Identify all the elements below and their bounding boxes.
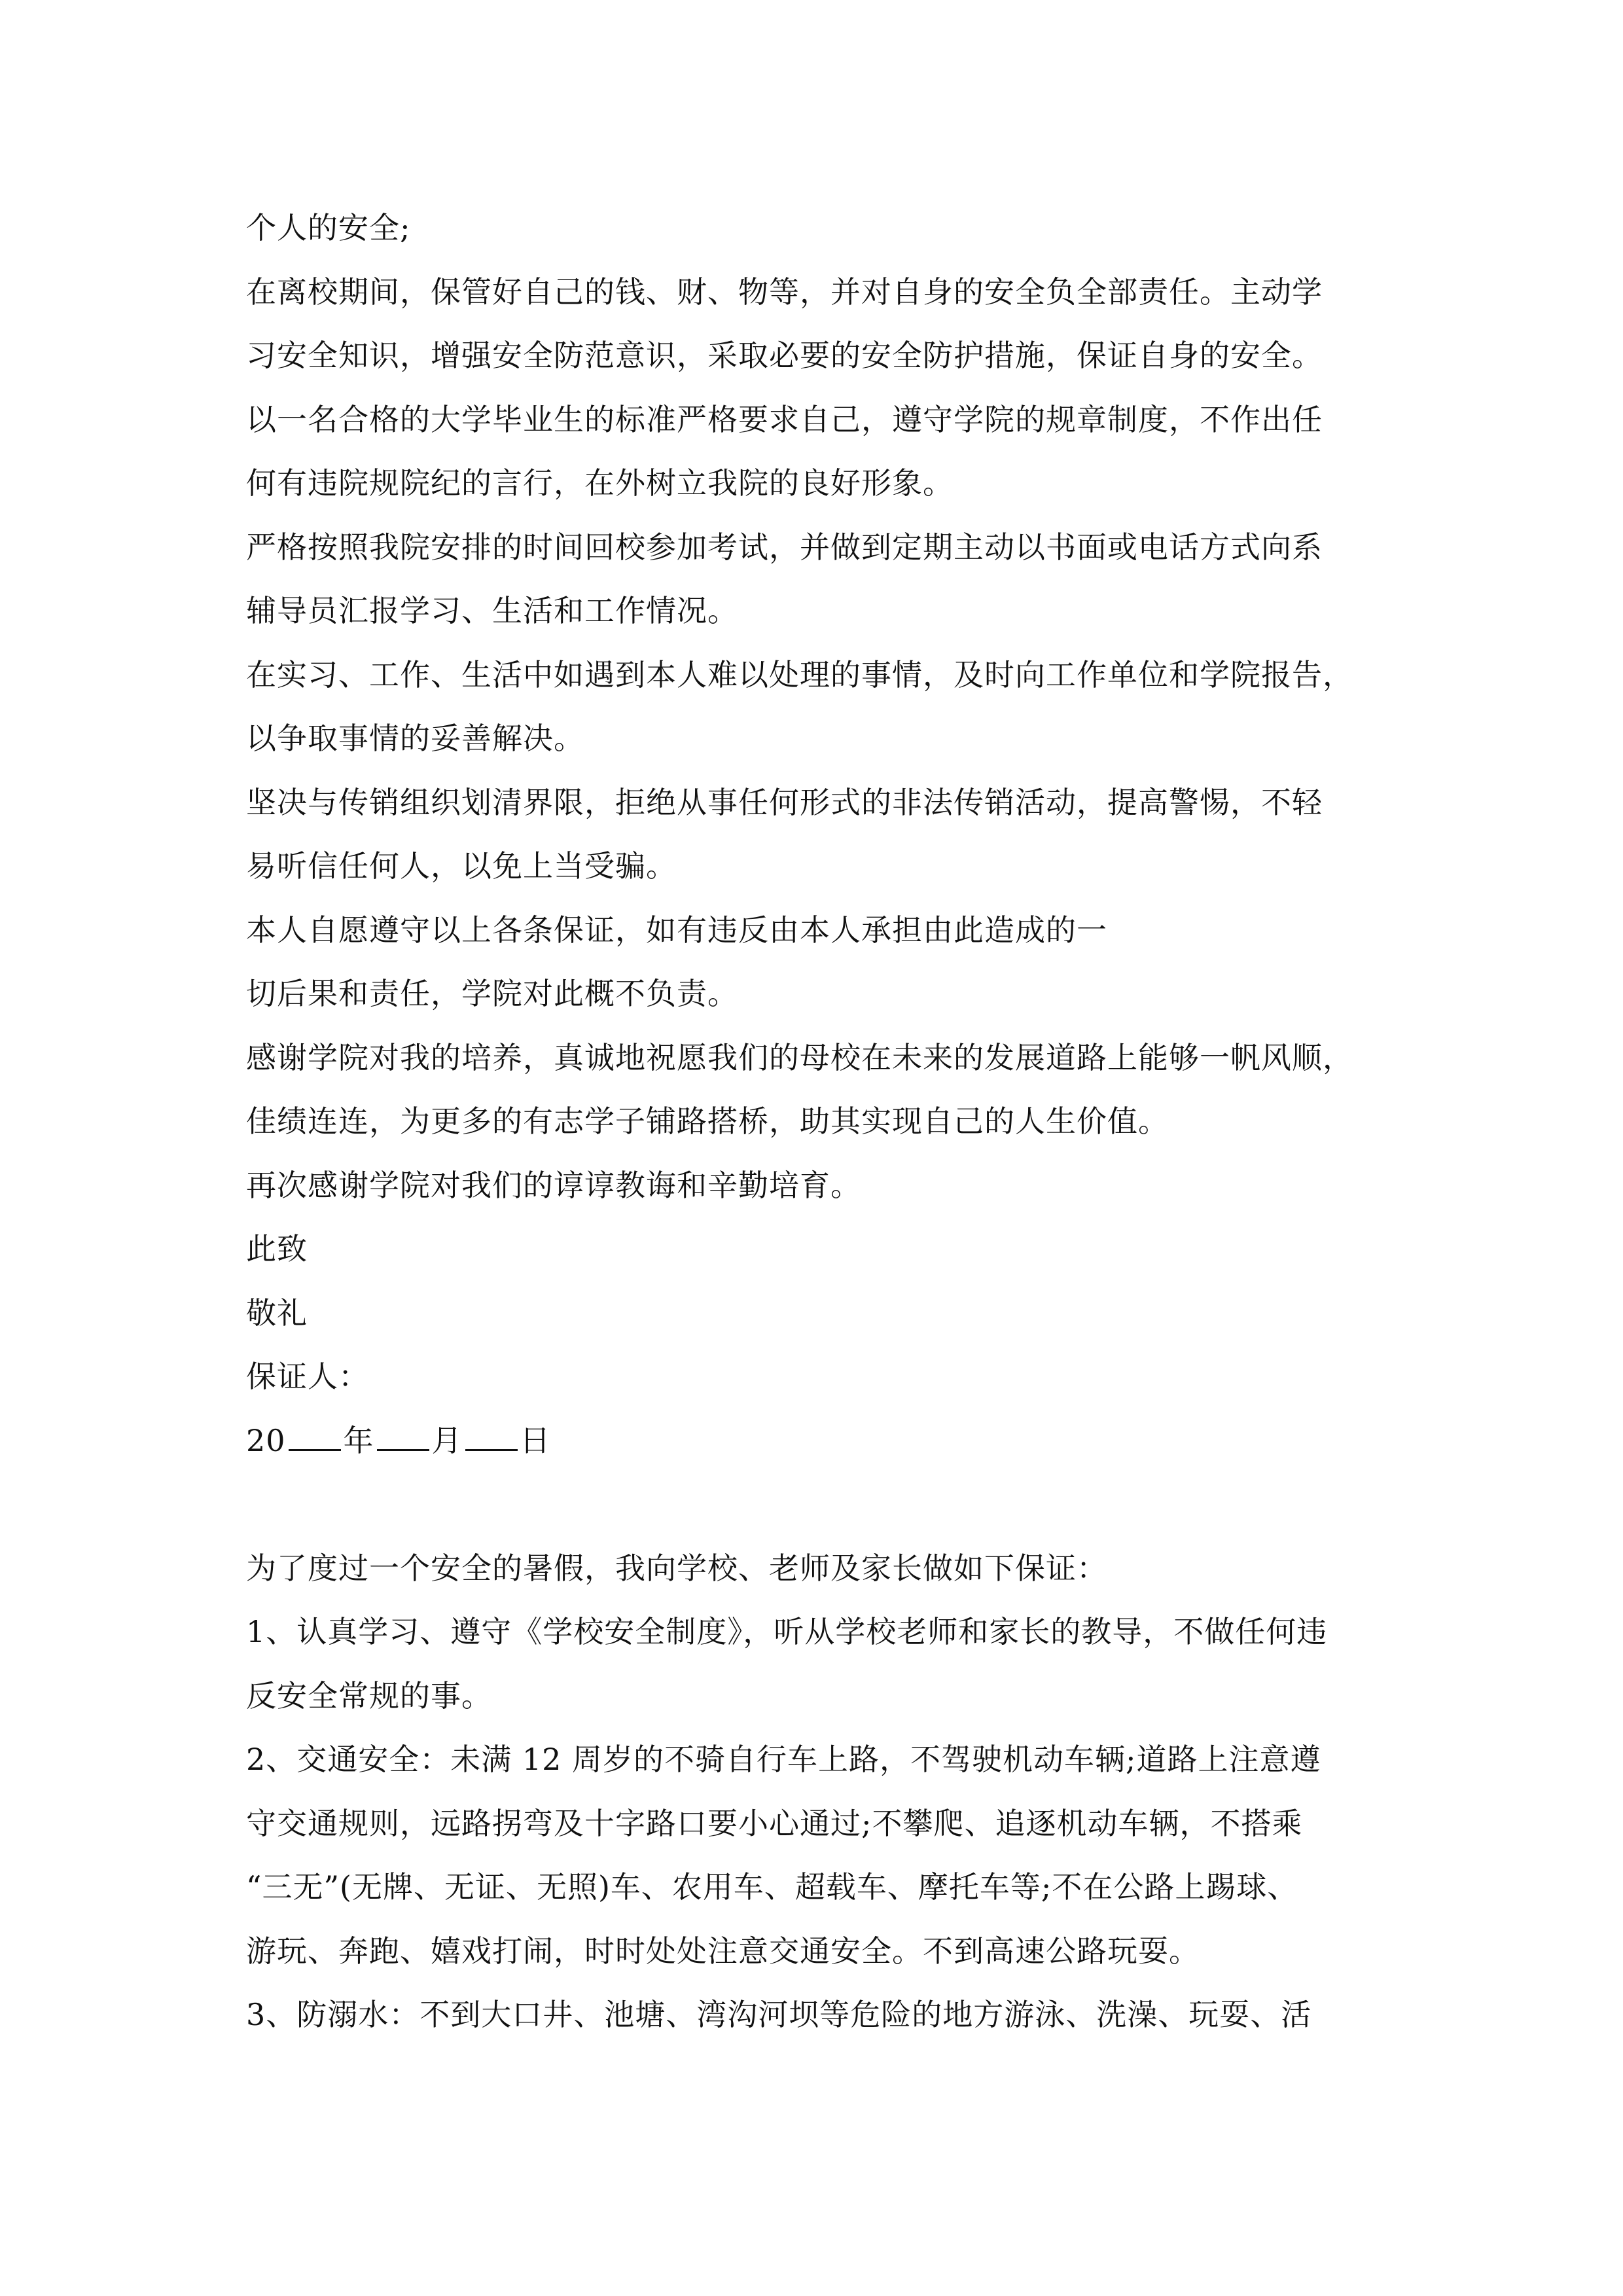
guarantor-label: 保证人： <box>246 1359 369 1394</box>
year-blank <box>289 1423 341 1451</box>
text-line: 何有违院规院纪的言行，在外树立我院的良好形象。 <box>246 465 954 501</box>
text-line: 反安全常规的事。 <box>246 1677 492 1713</box>
section-gap <box>246 1473 1398 1537</box>
text-line: 1、认真学习、遵守《学校安全制度》，听从学校老师和家长的教导，不做任何违 <box>246 1614 1328 1649</box>
text-line: 坚决与传销组织划清界限，拒绝从事任何形式的非法传销活动，提高警惕，不轻 <box>246 784 1323 820</box>
text-line: 守交通规则，远路拐弯及十字路口要小心通过;不攀爬、追逐机动车辆，不搭乘 <box>246 1805 1303 1841</box>
text-line: 习安全知识，增强安全防范意识，采取必要的安全防护措施，保证自身的安全。 <box>246 338 1323 373</box>
date-day: 日 <box>520 1422 551 1458</box>
text-line: 为了度过一个安全的暑假，我向学校、老师及家长做如下保证： <box>246 1550 1107 1586</box>
text-line: 再次感谢学院对我们的谆谆教诲和辛勤培育。 <box>246 1167 861 1203</box>
closing-salutation: 此致 <box>246 1231 308 1266</box>
text-line: 严格按照我院安排的时间回校参加考试，并做到定期主动以书面或电话方式向系 <box>246 529 1323 565</box>
text-line: 本人自愿遵守以上各条保证，如有违反由本人承担由此造成的一 <box>246 912 1107 948</box>
text-line: 感谢学院对我的培养，真诚地祝愿我们的母校在未来的发展道路上能够一帆风顺， <box>246 1039 1353 1075</box>
date-year: 年 <box>343 1422 374 1458</box>
document-body <box>246 196 1398 2047</box>
text-line: “三无”(无牌、无证、无照)车、农用车、超载车、摩托车等;不在公路上踢球、 <box>246 1869 1298 1905</box>
text-line: 易听信任何人，以免上当受骗。 <box>246 848 677 884</box>
month-blank <box>377 1423 429 1451</box>
text-line: 2、交通安全：未满 12 周岁的不骑自行车上路，不驾驶机动车辆;道路上注意遵 <box>246 1742 1321 1777</box>
day-blank <box>465 1423 518 1451</box>
text-line: 在实习、工作、生活中如遇到本人难以处理的事情，及时向工作单位和学院报告， <box>246 656 1353 692</box>
text-line: 个人的安全; <box>246 210 411 245</box>
date-prefix: 20 <box>246 1422 286 1458</box>
closing-regards: 敬礼 <box>246 1295 308 1331</box>
text-line: 辅导员汇报学习、生活和工作情况。 <box>246 593 738 628</box>
text-line: 以争取事情的妥善解决。 <box>246 721 584 756</box>
text-line: 游玩、奔跑、嬉戏打闹，时时处处注意交通安全。不到高速公路玩耍。 <box>246 1933 1200 1969</box>
date-month: 月 <box>431 1422 463 1458</box>
text-line: 以一名合格的大学毕业生的标准严格要求自己，遵守学院的规章制度，不作出任 <box>246 401 1323 437</box>
date-line <box>246 1409 1398 1473</box>
text-line: 佳绩连连，为更多的有志学子铺路搭桥，助其实现自己的人生价值。 <box>246 1103 1169 1139</box>
text-line: 在离校期间，保管好自己的钱、财、物等，并对自身的安全负全部责任。主动学 <box>246 274 1323 310</box>
text-line: 切后果和责任，学院对此概不负责。 <box>246 976 738 1011</box>
text-line: 3、防溺水：不到大口井、池塘、湾沟河坝等危险的地方游泳、洗澡、玩耍、活 <box>246 1997 1312 2032</box>
